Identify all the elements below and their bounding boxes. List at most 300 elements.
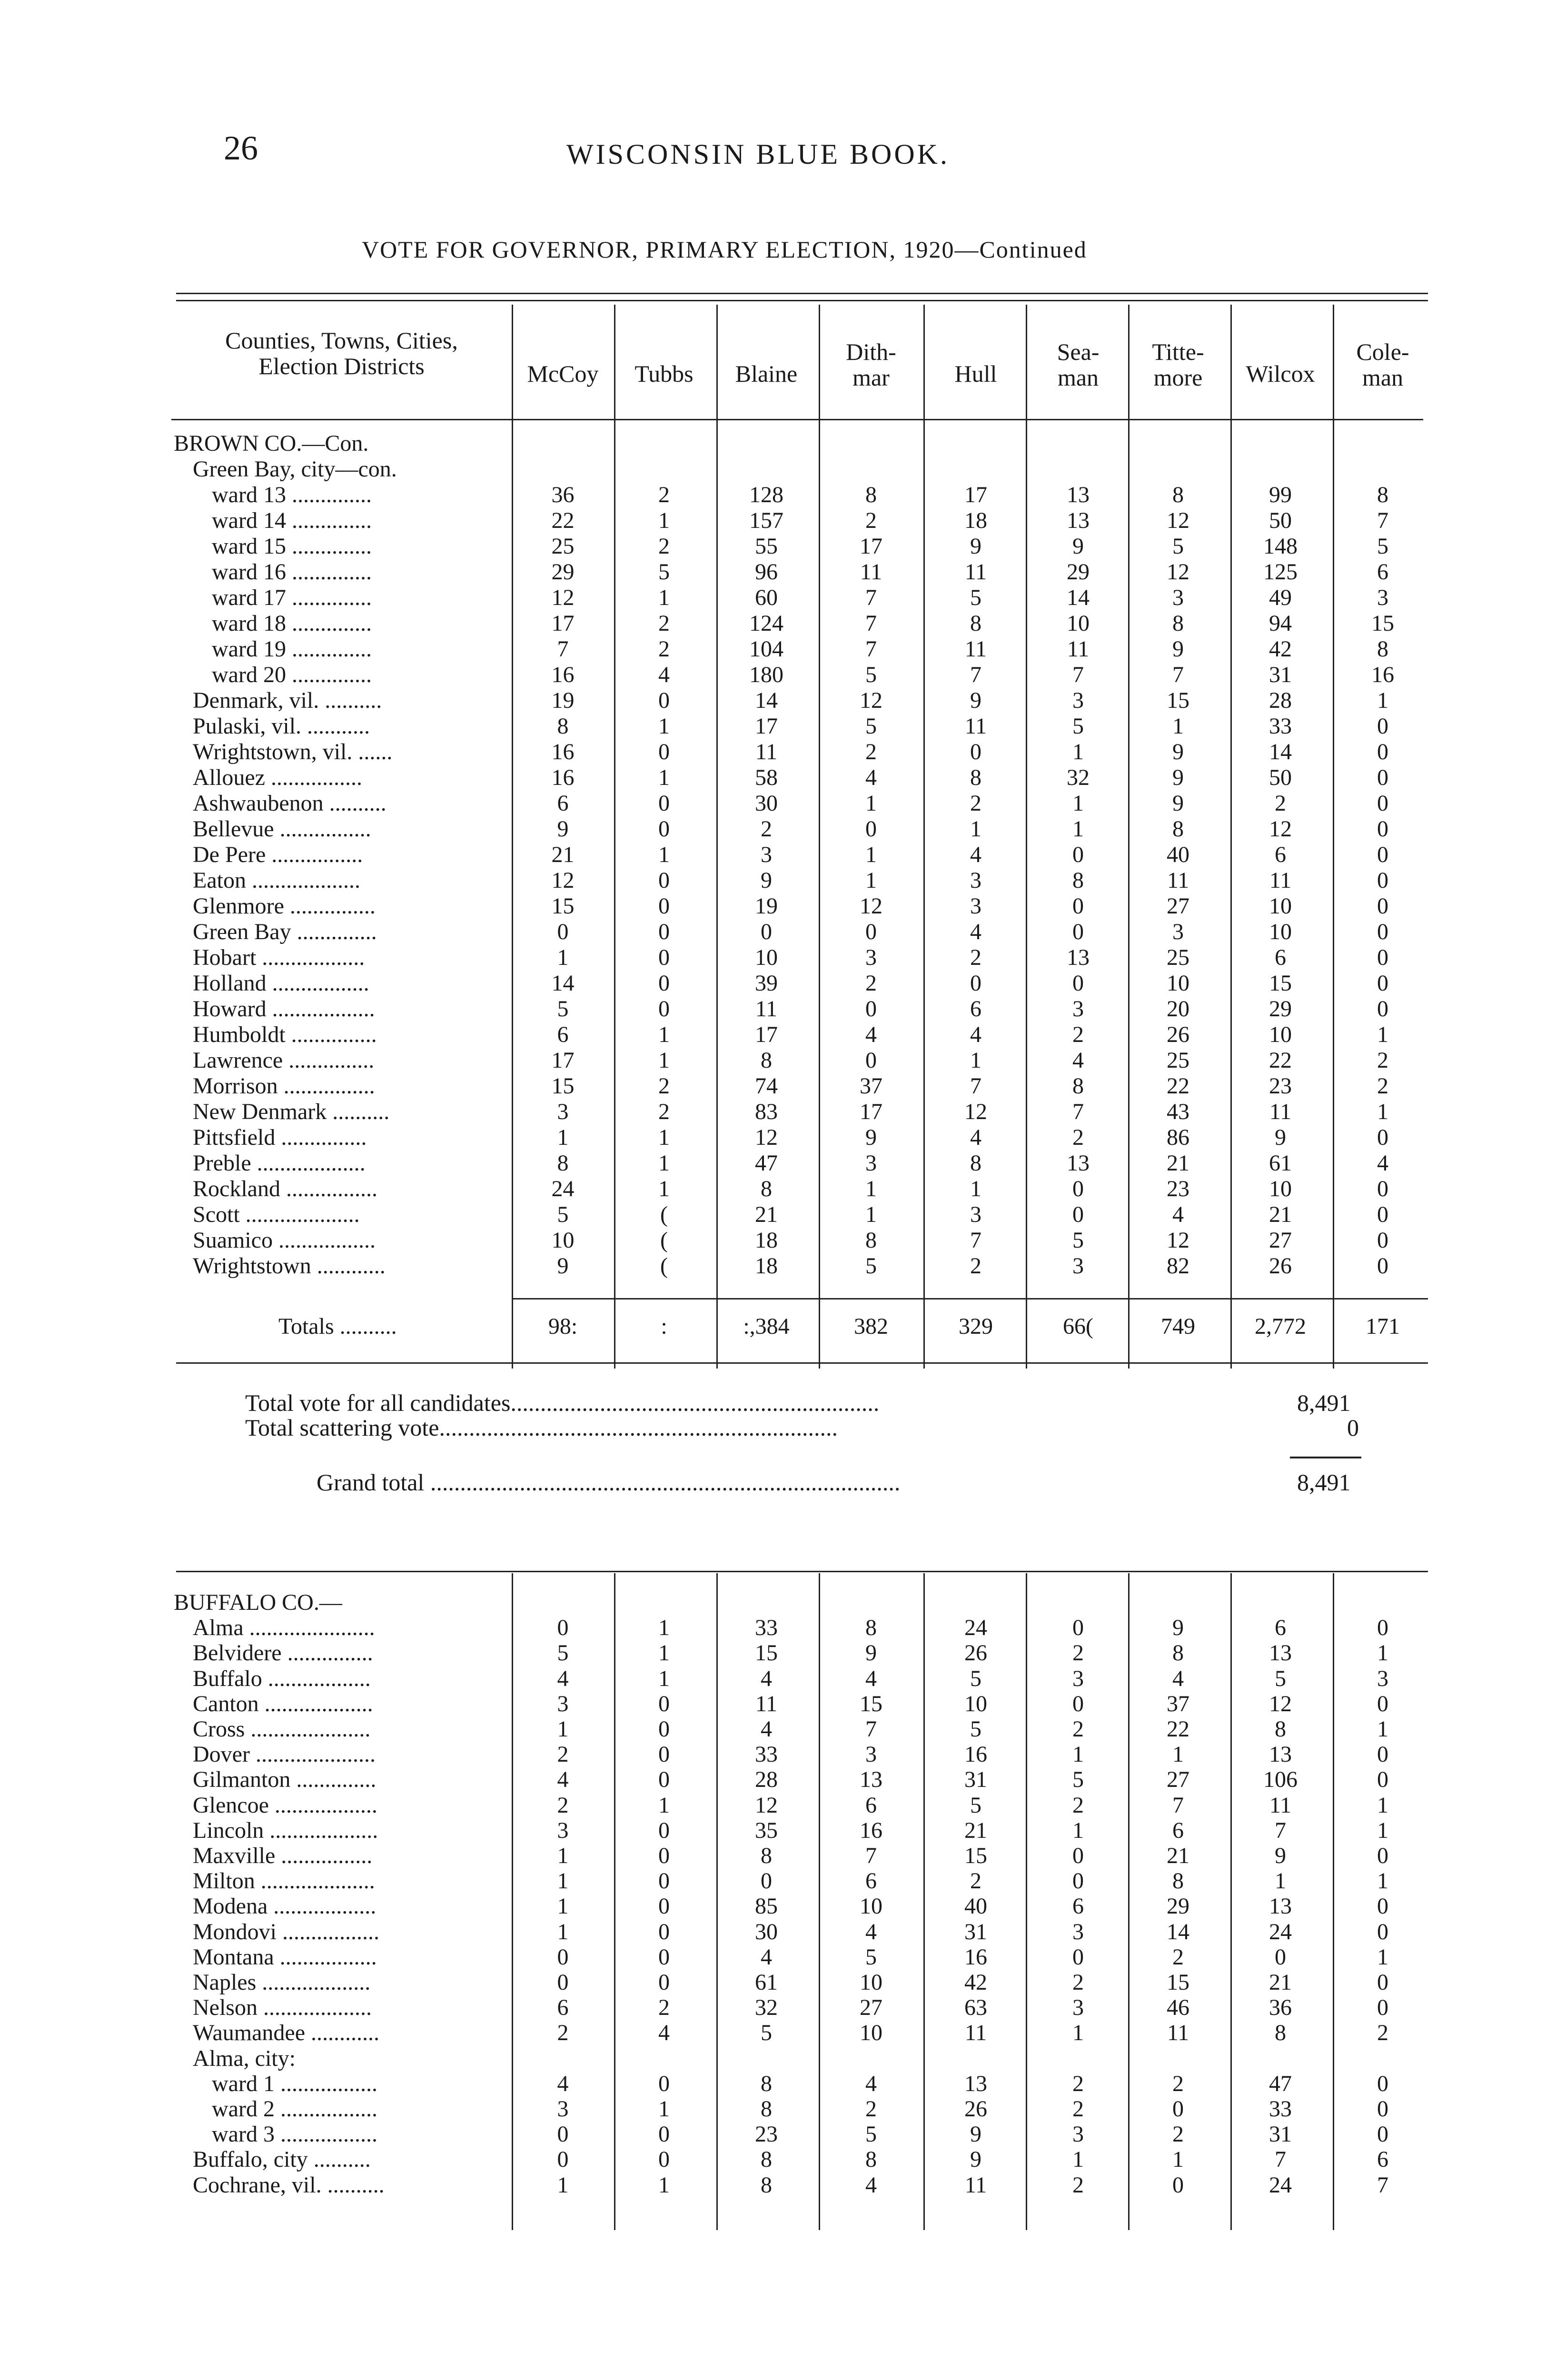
- cell-value: 4: [1172, 1666, 1184, 1691]
- table-row: [0, 945, 1546, 971]
- cell-value: 0: [1072, 842, 1084, 867]
- cell-value: 0: [557, 919, 569, 944]
- cell-value: 16: [551, 739, 575, 764]
- stub-heading: [171, 327, 512, 379]
- cell-value: 0: [658, 868, 670, 893]
- cell-value: 1: [658, 842, 670, 867]
- table-row: [0, 996, 1546, 1022]
- table-row: [0, 1099, 1546, 1125]
- cell-value: 36: [1269, 1995, 1292, 2021]
- cell-value: 0: [658, 1944, 670, 1970]
- cell-value: 8: [865, 1615, 877, 1641]
- cell-value: 32: [1067, 765, 1090, 790]
- cell-value: 7: [1275, 1817, 1286, 1843]
- row-label: ward 13 ..............: [212, 482, 372, 507]
- cell-value: 0: [761, 1868, 772, 1894]
- cell-value: 4: [865, 765, 877, 790]
- cell-value: 8: [1275, 2020, 1286, 2046]
- cell-value: 0: [1377, 1970, 1388, 1995]
- cell-value: 13: [964, 2071, 987, 2096]
- cell-value: 0: [1377, 971, 1388, 996]
- table-row: [0, 893, 1546, 919]
- cell-value: 13: [1067, 945, 1090, 970]
- cell-value: 8: [761, 2071, 772, 2096]
- cell-value: 0: [658, 688, 670, 713]
- cell-value: 5: [865, 1944, 877, 1970]
- total-value: 2,772: [1255, 1314, 1306, 1339]
- cell-value: 61: [755, 1970, 778, 1995]
- cell-value: 1: [865, 791, 877, 816]
- cell-value: 0: [1377, 1843, 1388, 1868]
- cell-value: 36: [551, 482, 575, 507]
- table-row: [0, 585, 1546, 611]
- cell-value: 10: [860, 2020, 882, 2046]
- cell-value: 8: [1072, 1073, 1084, 1099]
- cell-value: 0: [1377, 1125, 1388, 1150]
- cell-value: 0: [557, 2122, 569, 2147]
- row-label: ward 19 ..............: [212, 636, 372, 662]
- row-label: Milton ....................: [193, 1868, 375, 1894]
- cell-value: 5: [865, 662, 877, 687]
- cell-value: 1: [865, 1202, 877, 1227]
- cell-value: 9: [557, 1253, 569, 1279]
- grand-total-value: 8,491: [1297, 1469, 1351, 1496]
- cell-value: 4: [761, 1716, 772, 1742]
- cell-value: 13: [1067, 1150, 1090, 1176]
- cell-value: 7: [865, 1843, 877, 1868]
- table-row: [0, 1073, 1546, 1099]
- row-label: Waumandee ............: [193, 2020, 380, 2046]
- cell-value: 0: [1377, 791, 1388, 816]
- table-row: [0, 1590, 1546, 1616]
- cell-value: 82: [1167, 1253, 1189, 1279]
- column-header-line: man: [1362, 364, 1404, 391]
- cell-value: 2: [865, 739, 877, 764]
- cell-value: 2: [1275, 791, 1286, 816]
- cell-value: 0: [1377, 996, 1388, 1021]
- row-label: Maxville ................: [193, 1843, 373, 1868]
- grand-total-label: Grand total ...............................................................................: [317, 1469, 901, 1496]
- cell-value: 12: [1167, 559, 1189, 585]
- cell-value: 23: [1167, 1176, 1189, 1201]
- cell-value: 12: [964, 1099, 987, 1124]
- row-label: Nelson ...................: [193, 1995, 372, 2021]
- cell-value: 1: [1072, 816, 1084, 842]
- column-header: [819, 339, 923, 390]
- cell-value: 0: [1072, 1843, 1084, 1868]
- cell-value: 11: [860, 559, 882, 585]
- cell-value: 12: [1269, 1691, 1292, 1716]
- cell-value: 11: [755, 1691, 778, 1716]
- row-label: Eaton ...................: [193, 868, 360, 893]
- cell-value: 0: [1377, 816, 1388, 842]
- cell-value: 0: [1275, 1944, 1286, 1970]
- cell-value: 3: [865, 945, 877, 970]
- column-header-line: Tubbs: [634, 360, 694, 387]
- cell-value: 14: [1269, 739, 1292, 764]
- cell-value: 16: [964, 1944, 987, 1970]
- cell-value: 1: [1377, 1944, 1388, 1970]
- cell-value: 29: [1269, 996, 1292, 1021]
- cell-value: 15: [755, 1640, 778, 1666]
- table-row: [0, 2020, 1546, 2046]
- cell-value: 7: [1172, 1792, 1184, 1818]
- cell-value: 0: [658, 1767, 670, 1793]
- table-bottom-rule: [176, 1362, 1428, 1364]
- cell-value: 1: [658, 2172, 670, 2198]
- cell-value: 11: [964, 636, 987, 662]
- cell-value: 33: [755, 1615, 778, 1641]
- cell-value: 0: [557, 1970, 569, 1995]
- total-value: 171: [1366, 1314, 1400, 1339]
- cell-value: 10: [1269, 1022, 1292, 1047]
- cell-value: 16: [551, 662, 575, 687]
- cell-value: 3: [865, 1742, 877, 1767]
- cell-value: 7: [970, 662, 981, 687]
- cell-value: 5: [557, 1202, 569, 1227]
- section-top-rule: [176, 1571, 1428, 1572]
- cell-value: 0: [1377, 1176, 1388, 1201]
- column-header-line: McCoy: [527, 360, 599, 387]
- cell-value: 63: [964, 1995, 987, 2021]
- cell-value: 7: [865, 636, 877, 662]
- cell-value: 11: [755, 996, 778, 1021]
- cell-value: 27: [860, 1995, 882, 2021]
- cell-value: 6: [557, 791, 569, 816]
- cell-value: 4: [865, 2071, 877, 2096]
- cell-value: 0: [658, 1843, 670, 1868]
- cell-value: 12: [755, 1125, 778, 1150]
- row-label: Rockland ................: [193, 1176, 377, 1201]
- cell-value: 9: [1172, 739, 1184, 764]
- row-label: BROWN CO.—Con.: [174, 431, 369, 456]
- cell-value: 2: [1172, 2122, 1184, 2147]
- cell-value: 39: [755, 971, 778, 996]
- cell-value: 3: [865, 1150, 877, 1176]
- row-label: Belvidere ...............: [193, 1640, 373, 1666]
- cell-value: 1: [1377, 1022, 1388, 1047]
- cell-value: 8: [761, 1843, 772, 1868]
- cell-value: 14: [551, 971, 575, 996]
- cell-value: 35: [755, 1817, 778, 1843]
- cell-value: 9: [970, 688, 981, 713]
- cell-value: 8: [761, 2147, 772, 2172]
- cell-value: 5: [557, 996, 569, 1021]
- cell-value: 11: [1269, 1099, 1292, 1124]
- cell-value: 4: [970, 1022, 981, 1047]
- cell-value: 0: [1172, 2096, 1184, 2122]
- cell-value: 1: [658, 1048, 670, 1073]
- cell-value: 40: [964, 1894, 987, 1919]
- cell-value: 2: [970, 1253, 981, 1279]
- cell-value: 15: [964, 1843, 987, 1868]
- row-label: Preble ...................: [193, 1150, 366, 1176]
- row-label: Denmark, vil. ..........: [193, 688, 382, 713]
- cell-value: 6: [1172, 1817, 1184, 1843]
- table-row: [0, 739, 1546, 765]
- cell-value: 148: [1263, 534, 1298, 559]
- cell-value: 1: [1172, 1742, 1184, 1767]
- cell-value: 7: [970, 1228, 981, 1253]
- table-row: [0, 1868, 1546, 1894]
- cell-value: 2: [1072, 2071, 1084, 2096]
- total-vote-label: Total vote for all candidates..............................................................: [245, 1389, 880, 1416]
- cell-value: 25: [1167, 945, 1189, 970]
- cell-value: 5: [865, 1253, 877, 1279]
- cell-value: 31: [964, 1919, 987, 1944]
- cell-value: 4: [1377, 1150, 1388, 1176]
- cell-value: 0: [658, 996, 670, 1021]
- cell-value: 4: [557, 1666, 569, 1691]
- cell-value: 26: [1269, 1253, 1292, 1279]
- cell-value: 157: [749, 508, 783, 533]
- cell-value: 23: [1269, 1073, 1292, 1099]
- cell-value: 0: [1377, 1742, 1388, 1767]
- cell-value: 6: [557, 1022, 569, 1047]
- cell-value: 180: [749, 662, 783, 687]
- cell-value: 10: [1067, 611, 1090, 636]
- cell-value: 31: [1269, 662, 1292, 687]
- cell-value: 1: [1377, 1792, 1388, 1818]
- cell-value: 2: [658, 611, 670, 636]
- cell-value: 10: [551, 1228, 575, 1253]
- cell-value: 8: [970, 765, 981, 790]
- cell-value: 50: [1269, 508, 1292, 533]
- cell-value: 1: [557, 1716, 569, 1742]
- cell-value: 0: [865, 816, 877, 842]
- column-header-line: Wilcox: [1246, 360, 1315, 387]
- cell-value: 5: [1275, 1666, 1286, 1691]
- column-header-line: Sea-: [1057, 338, 1100, 365]
- row-label: Suamico .................: [193, 1228, 376, 1253]
- cell-value: 0: [761, 919, 772, 944]
- cell-value: 33: [1269, 2096, 1292, 2122]
- column-header: [1333, 339, 1433, 390]
- cell-value: 6: [1072, 1894, 1084, 1919]
- cell-value: 15: [1269, 971, 1292, 996]
- cell-value: 6: [1275, 945, 1286, 970]
- cell-value: 2: [1377, 2020, 1388, 2046]
- cell-value: 1: [557, 1868, 569, 1894]
- cell-value: 3: [1072, 1253, 1084, 1279]
- table-row: [0, 791, 1546, 816]
- cell-value: 42: [964, 1970, 987, 1995]
- cell-value: 13: [860, 1767, 882, 1793]
- cell-value: 2: [1172, 2071, 1184, 2096]
- running-head: WISCONSIN BLUE BOOK.: [566, 139, 950, 170]
- cell-value: 32: [755, 1995, 778, 2021]
- cell-value: 2: [1072, 2096, 1084, 2122]
- cell-value: 0: [658, 1894, 670, 1919]
- cell-value: 96: [755, 559, 778, 585]
- cell-value: 12: [1269, 816, 1292, 842]
- column-header: [1230, 361, 1330, 387]
- cell-value: 2: [1377, 1073, 1388, 1099]
- cell-value: 0: [1072, 971, 1084, 996]
- cell-value: 7: [970, 1073, 981, 1099]
- cell-value: 12: [1167, 1228, 1189, 1253]
- cell-value: 1: [658, 1022, 670, 1047]
- cell-value: 18: [755, 1228, 778, 1253]
- cell-value: 3: [1072, 1919, 1084, 1944]
- cell-value: 2: [865, 2096, 877, 2122]
- cell-value: 14: [755, 688, 778, 713]
- row-label: Cochrane, vil. ..........: [193, 2172, 385, 2198]
- cell-value: 0: [1377, 739, 1388, 764]
- cell-value: 0: [1377, 1767, 1388, 1793]
- cell-value: 128: [749, 482, 783, 507]
- cell-value: 9: [1172, 636, 1184, 662]
- cell-value: 1: [1275, 1868, 1286, 1894]
- cell-value: 47: [755, 1150, 778, 1176]
- row-label: ward 3 .................: [212, 2122, 377, 2147]
- cell-value: 0: [1377, 842, 1388, 867]
- cell-value: 8: [1377, 482, 1388, 507]
- table-row: [0, 1767, 1546, 1793]
- cell-value: (: [660, 1253, 668, 1279]
- cell-value: 0: [1072, 919, 1084, 944]
- cell-value: 12: [1167, 508, 1189, 533]
- total-value: 382: [854, 1314, 888, 1339]
- cell-value: 0: [1377, 765, 1388, 790]
- table-row: [0, 1793, 1546, 1818]
- cell-value: 2: [1072, 1022, 1084, 1047]
- cell-value: 2: [658, 482, 670, 507]
- cell-value: 1: [1377, 1868, 1388, 1894]
- cell-value: 31: [964, 1767, 987, 1793]
- scattering-label: Total scattering vote...................................................................: [245, 1414, 838, 1441]
- cell-value: 7: [865, 611, 877, 636]
- cell-value: 5: [1377, 534, 1388, 559]
- cell-value: 10: [964, 1691, 987, 1716]
- cell-value: 1: [658, 1176, 670, 1201]
- cell-value: 83: [755, 1099, 778, 1124]
- cell-value: 2: [658, 636, 670, 662]
- cell-value: 8: [865, 2147, 877, 2172]
- cell-value: 9: [761, 868, 772, 893]
- row-label: Gilmanton ..............: [193, 1767, 377, 1793]
- table-row: [0, 1919, 1546, 1945]
- cell-value: 7: [1377, 508, 1388, 533]
- cell-value: 28: [1269, 688, 1292, 713]
- cell-value: 0: [658, 1970, 670, 1995]
- cell-value: 0: [658, 791, 670, 816]
- cell-value: 4: [761, 1666, 772, 1691]
- cell-value: 11: [964, 2172, 987, 2198]
- cell-value: 40: [1167, 842, 1189, 867]
- cell-value: 0: [1377, 1995, 1388, 2021]
- column-header: [514, 361, 612, 387]
- cell-value: 5: [865, 2122, 877, 2147]
- row-label: Bellevue ................: [193, 816, 371, 842]
- cell-value: 15: [1167, 1970, 1189, 1995]
- cell-value: 0: [557, 2147, 569, 2172]
- table-row: [0, 1818, 1546, 1844]
- stub-heading-line: Election Districts: [258, 353, 425, 379]
- table-row: [0, 431, 1546, 456]
- cell-value: 1: [1172, 2147, 1184, 2172]
- cell-value: 0: [658, 1716, 670, 1742]
- cell-value: 3: [1377, 585, 1388, 610]
- cell-value: 42: [1269, 636, 1292, 662]
- cell-value: 31: [1269, 2122, 1292, 2147]
- cell-value: 58: [755, 765, 778, 790]
- row-label: Morrison ................: [193, 1073, 375, 1099]
- cell-value: 2: [1072, 1792, 1084, 1818]
- cell-value: 0: [658, 2071, 670, 2096]
- table-row: [0, 482, 1546, 508]
- cell-value: 26: [1167, 1022, 1189, 1047]
- cell-value: 23: [755, 2122, 778, 2147]
- cell-value: 3: [1172, 919, 1184, 944]
- cell-value: 21: [964, 1817, 987, 1843]
- cell-value: 104: [749, 636, 783, 662]
- total-vote-value: 8,491: [1297, 1389, 1351, 1416]
- cell-value: 8: [865, 1228, 877, 1253]
- cell-value: 8: [1172, 1868, 1184, 1894]
- grand-total-rule: [1290, 1457, 1361, 1458]
- cell-value: 0: [658, 816, 670, 842]
- cell-value: 0: [557, 1615, 569, 1641]
- table-row: [0, 508, 1546, 534]
- cell-value: 1: [865, 868, 877, 893]
- cell-value: 4: [865, 1919, 877, 1944]
- cell-value: 21: [551, 842, 575, 867]
- cell-value: 13: [1067, 508, 1090, 533]
- row-label: Dover .....................: [193, 1742, 376, 1767]
- cell-value: 17: [860, 534, 882, 559]
- column-header: [926, 361, 1026, 387]
- cell-value: 1: [1377, 1817, 1388, 1843]
- table-row: [0, 1716, 1546, 1742]
- cell-value: 24: [1269, 2172, 1292, 2198]
- row-label: Scott ....................: [193, 1202, 360, 1227]
- table-row: [0, 842, 1546, 868]
- column-header-line: Titte-: [1152, 338, 1204, 365]
- cell-value: 3: [557, 1817, 569, 1843]
- cell-value: 5: [970, 1792, 981, 1818]
- cell-value: 5: [970, 1666, 981, 1691]
- cell-value: 0: [658, 1817, 670, 1843]
- cell-value: 1: [1072, 1742, 1084, 1767]
- cell-value: 5: [1072, 1767, 1084, 1793]
- cell-value: (: [660, 1202, 668, 1227]
- cell-value: 1: [658, 1666, 670, 1691]
- cell-value: 10: [860, 1970, 882, 1995]
- cell-value: 21: [1167, 1150, 1189, 1176]
- cell-value: 12: [860, 893, 882, 919]
- cell-value: 6: [865, 1868, 877, 1894]
- cell-value: 0: [1377, 1202, 1388, 1227]
- cell-value: 4: [658, 2020, 670, 2046]
- cell-value: 61: [1269, 1150, 1292, 1176]
- cell-value: 55: [755, 534, 778, 559]
- row-label: ward 15 ..............: [212, 534, 372, 559]
- cell-value: 1: [1377, 1716, 1388, 1742]
- cell-value: 1: [658, 2096, 670, 2122]
- cell-value: 27: [1269, 1228, 1292, 1253]
- table-row: [0, 1995, 1546, 2021]
- cell-value: 8: [1377, 636, 1388, 662]
- table-row: [0, 1970, 1546, 1995]
- column-header-line: mar: [852, 364, 890, 391]
- cell-value: 125: [1263, 559, 1298, 585]
- table-row: [0, 2071, 1546, 2097]
- cell-value: 22: [1167, 1073, 1189, 1099]
- cell-value: 28: [755, 1767, 778, 1793]
- cell-value: 7: [865, 585, 877, 610]
- cell-value: 17: [755, 714, 778, 739]
